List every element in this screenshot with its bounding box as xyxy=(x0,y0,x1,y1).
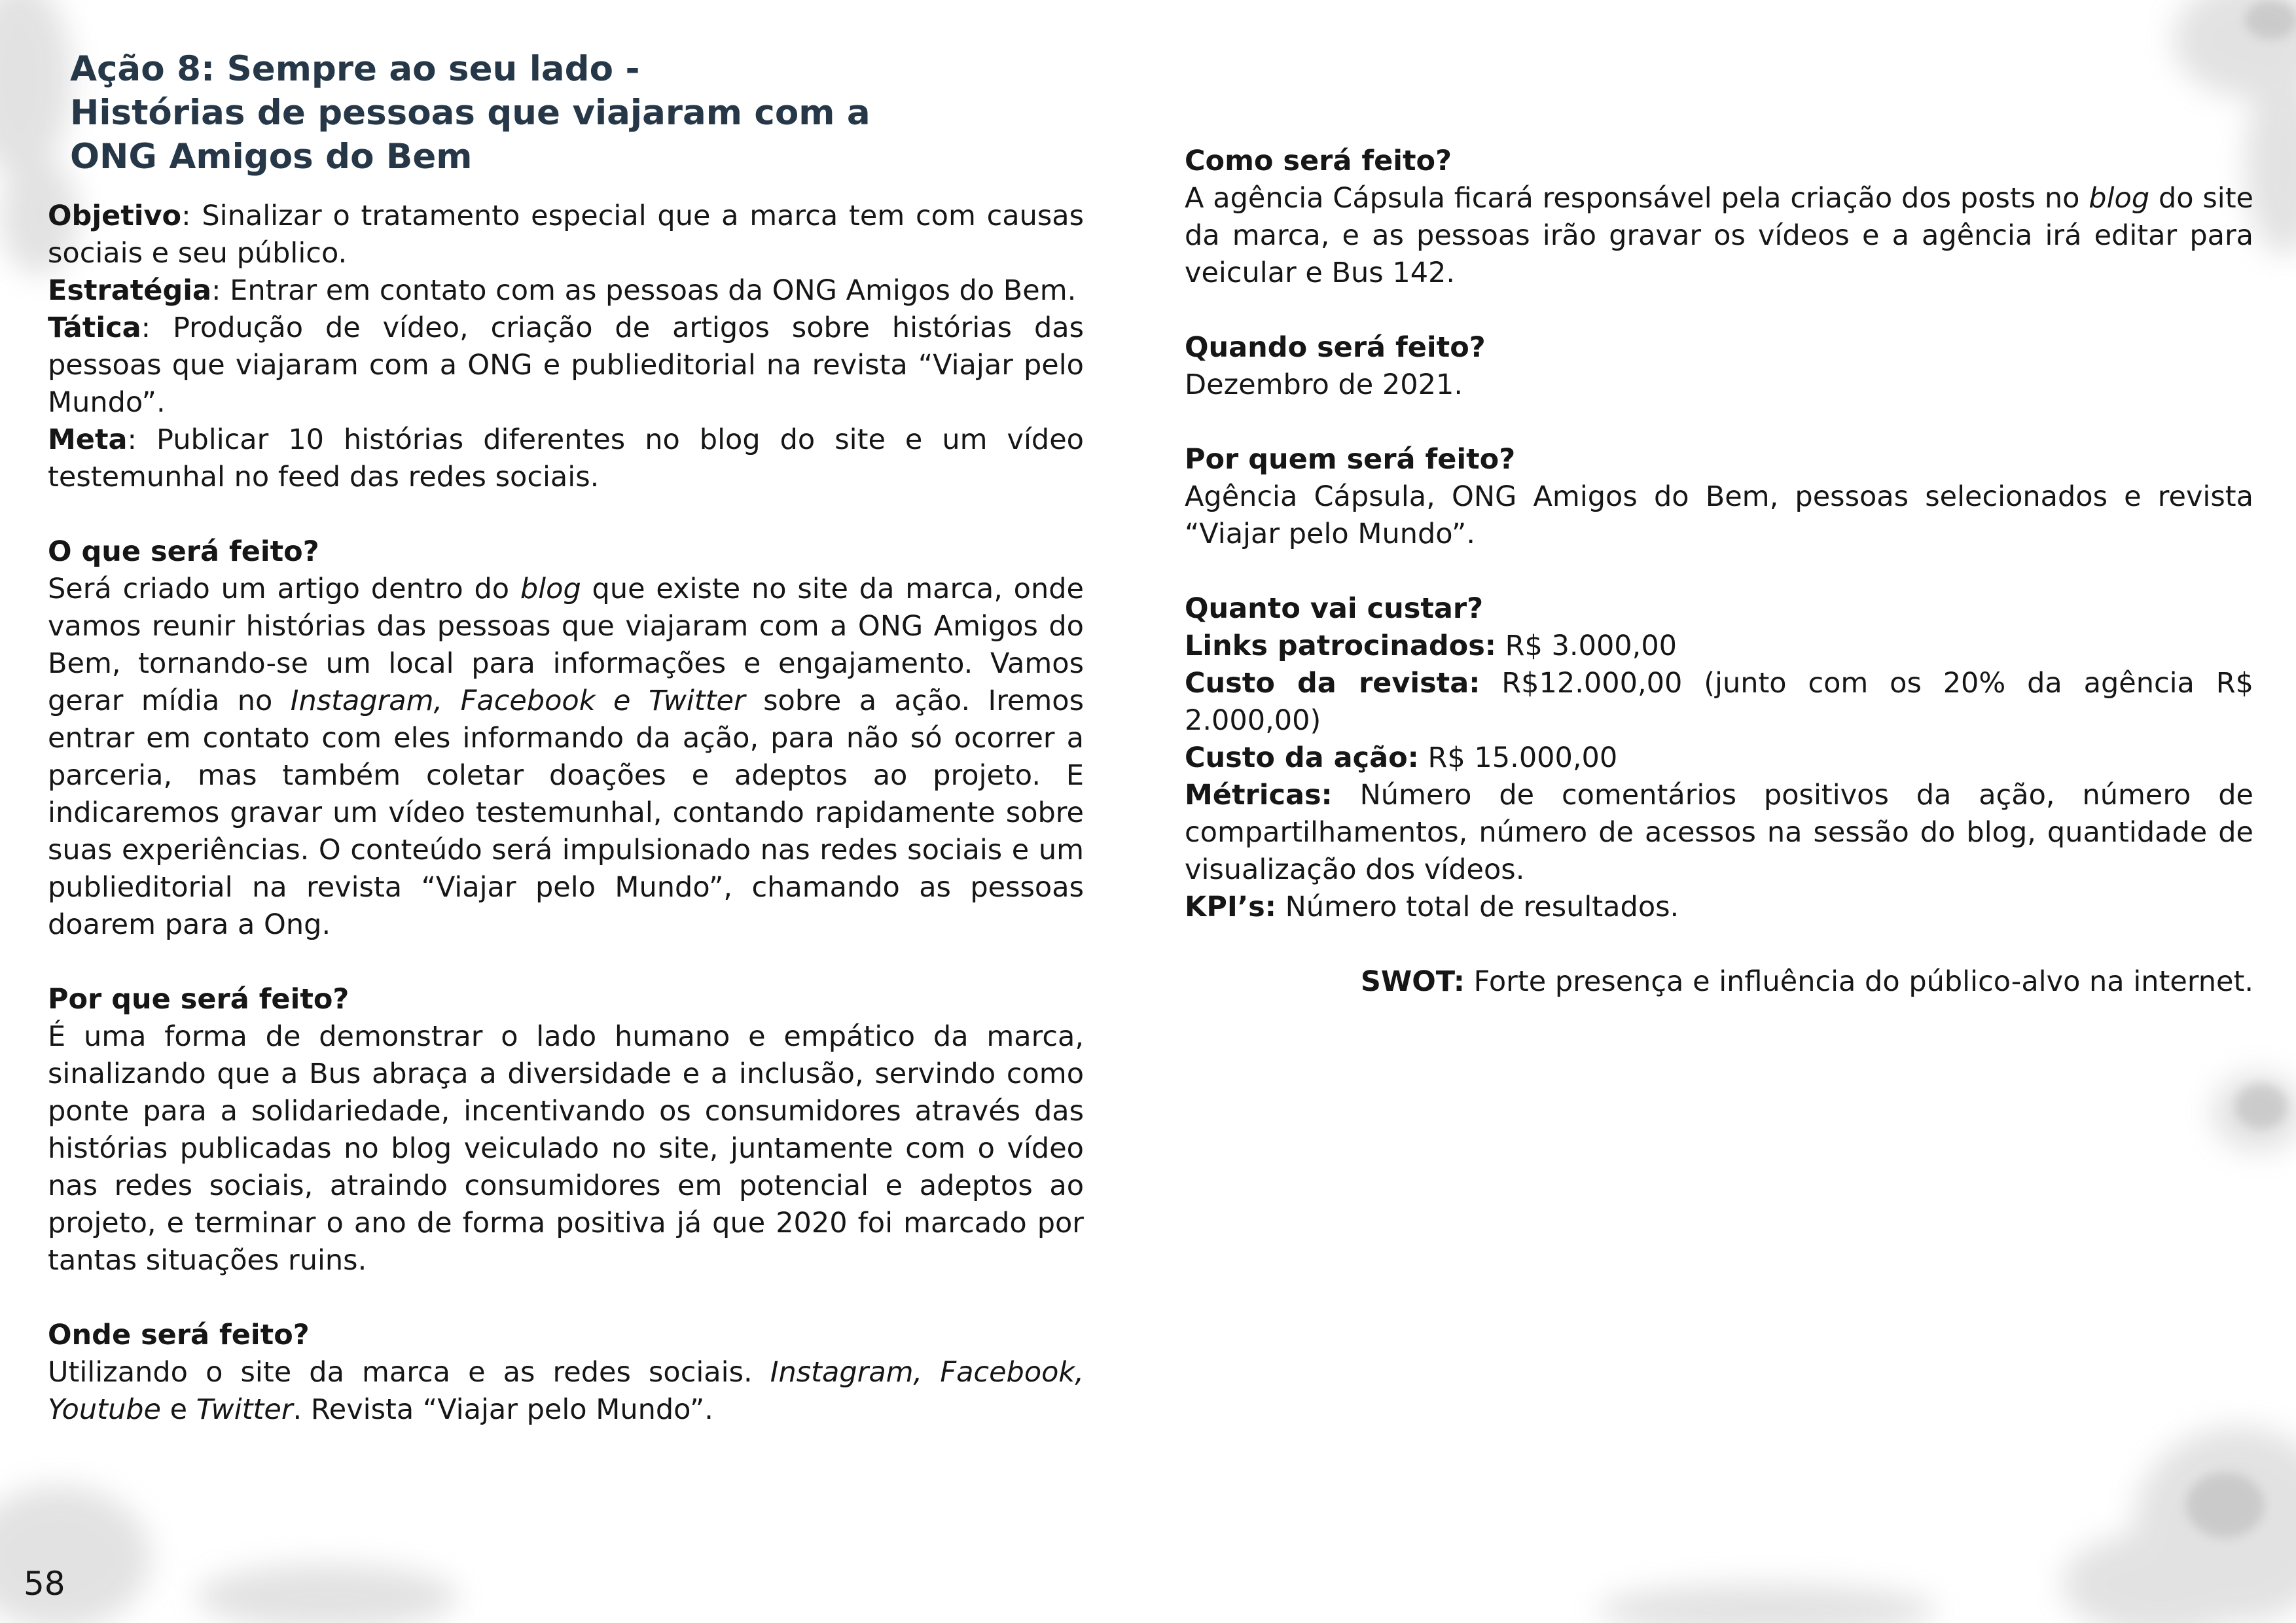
oque-paragraph: Será criado um artigo dentro do blog que existe no site da marca, onde vamos reunir histórias das pessoas que viajaram com a ONG Amigos do Bem, tornando-se um local para informações e engajamento. Vamos gerar mídia no Instagram, Facebook e Twitter sobre a ação. Iremos entrar em contato com eles informando da ação, para não só ocorrer a parceria, mas também coletar doações e adeptos ao projeto. E indicaremos gravar um vídeo testemunhal, contando rapidamente sobre suas experiências. O conteúdo será impulsionado nas redes sociais e um publieditorial na revista “Viajar pelo Mundo”, chamando as pessoas doarem para a Ong. xyxy=(48,573,1085,941)
estrategia-paragraph xyxy=(48,272,1084,310)
oque-heading: O que será feito? xyxy=(48,535,319,568)
left-column xyxy=(48,198,1084,1429)
kpi-row: KPI’s: Número total de resultados. xyxy=(1185,891,1679,923)
estrategia-text: : Entrar em contato com as pessoas da ONG Amigos do Bem. xyxy=(211,274,1077,307)
objetivo-label: Objetivo xyxy=(48,200,182,232)
revista-row: Custo da revista: R$12.000,00 (junto com os 20% da agência R$ 2.000,00) xyxy=(1185,667,2253,737)
meta-text: : Publicar 10 histórias diferentes no blog do site e um vídeo testemunhal no feed das redes sociais. xyxy=(48,423,1084,493)
quando-paragraph: Dezembro de 2021. xyxy=(1185,368,1463,401)
acao-row: Custo da ação: R$ 15.000,00 xyxy=(1185,741,1618,774)
quem-heading: Por quem será feito? xyxy=(1185,443,1516,476)
porque-paragraph: É uma forma de demonstrar o lado humano e empático da marca, sinalizando que a Bus abraça a diversidade e a inclusão, servindo como ponte para a solidariedade, incentivando os consumidores através das histórias publicadas no blog veiculado no site, juntamente com o vídeo nas redes sociais, atraindo consumidores em potencial e adeptos ao projeto, e terminar o ano de forma positiva já que 2020 foi marcado por tantas situações ruins. xyxy=(48,1020,1084,1277)
quem-paragraph: Agência Cápsula, ONG Amigos do Bem, pessoas selecionados e revista “Viajar pelo Mundo”. xyxy=(1185,480,2253,550)
title-line-1: Ação 8: Sempre ao seu lado - xyxy=(70,49,640,89)
tatica-label: Tática xyxy=(48,312,141,344)
title-line-3: ONG Amigos do Bem xyxy=(70,137,473,177)
objetivo-paragraph xyxy=(48,198,1084,272)
page-title xyxy=(70,47,870,179)
onde-paragraph: Utilizando o site da marca e as redes sociais. Instagram, Facebook, Youtube e Twitter. Revista “Viajar pelo Mundo”. xyxy=(48,1356,1085,1426)
porque-heading: Por que será feito? xyxy=(48,983,350,1016)
onde-heading: Onde será feito? xyxy=(48,1319,310,1351)
meta-paragraph xyxy=(48,421,1084,496)
right-column xyxy=(1185,143,2253,1001)
estrategia-label: Estratégia xyxy=(48,274,212,307)
como-heading: Como será feito? xyxy=(1185,145,1452,177)
links-row: Links patrocinados: R$ 3.000,00 xyxy=(1185,630,1677,662)
metricas-row: Métricas: Número de comentários positivos da ação, número de compartilhamentos, número de acessos na sessão do blog, quantidade de visualização dos vídeos. xyxy=(1185,779,2253,886)
quando-heading: Quando será feito? xyxy=(1185,331,1486,364)
quanto-heading: Quanto vai custar? xyxy=(1185,592,1484,625)
title-line-2: Histórias de pessoas que viajaram com a xyxy=(70,93,870,133)
swot-row: SWOT: Forte presença e influência do público-alvo na internet. xyxy=(1360,965,2253,998)
page-number: 58 xyxy=(24,1565,65,1603)
como-paragraph: A agência Cápsula ficará responsável pela criação dos posts no blog do site da marca, e as pessoas irão gravar os vídeos e a agência irá editar para veicular e Bus 142. xyxy=(1185,182,2254,289)
objetivo-text: : Sinalizar o tratamento especial que a marca tem com causas sociais e seu público. xyxy=(48,200,1084,270)
tatica-paragraph xyxy=(48,310,1084,421)
meta-label: Meta xyxy=(48,423,128,456)
tatica-text: : Produção de vídeo, criação de artigos sobre histórias das pessoas que viajaram com a ONG e publieditorial na revista “Viajar pelo Mundo”. xyxy=(48,312,1084,419)
